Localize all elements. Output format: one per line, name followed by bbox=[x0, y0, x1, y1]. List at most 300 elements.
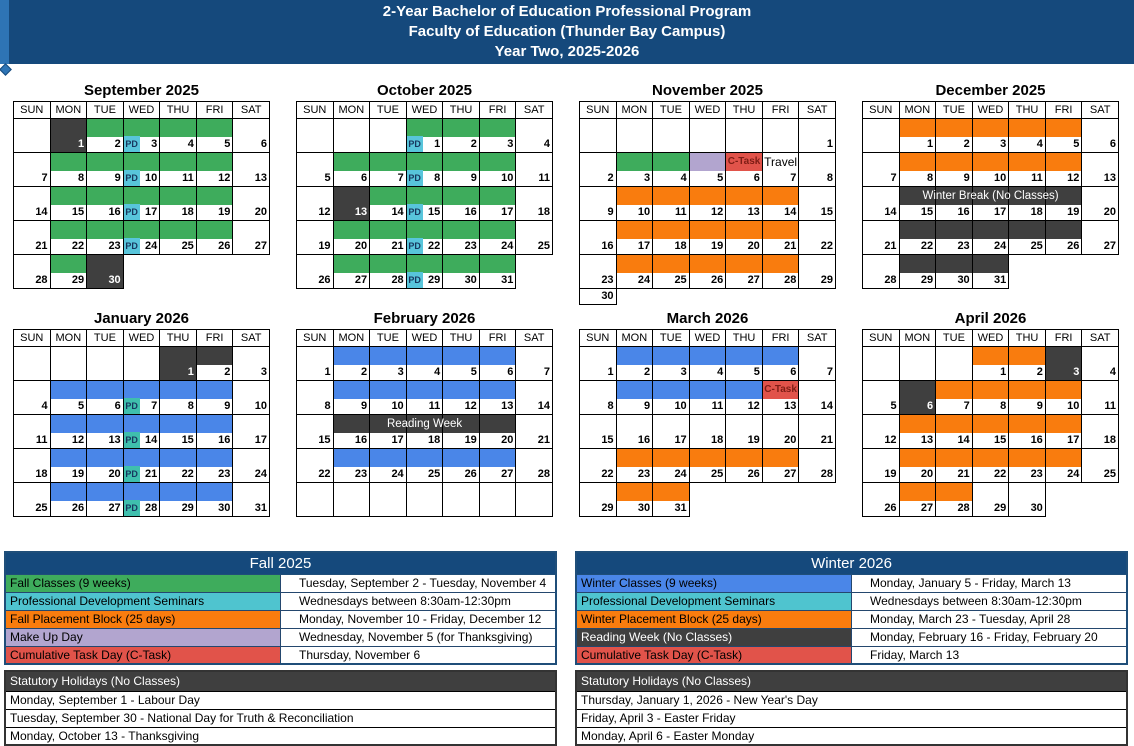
day-number: 3 bbox=[260, 366, 267, 378]
day-number: 2 bbox=[644, 366, 651, 378]
day-number: 2 bbox=[361, 366, 368, 378]
day-cell bbox=[863, 187, 900, 221]
legend-label: Cumulative Task Day (C-Task) bbox=[576, 646, 852, 664]
day-number-row bbox=[763, 238, 799, 254]
event-band bbox=[580, 187, 616, 205]
empty-area bbox=[616, 289, 653, 305]
day-cell bbox=[863, 119, 900, 153]
day-number: 13 bbox=[1103, 172, 1116, 184]
event-band bbox=[936, 449, 972, 467]
event-band bbox=[1009, 483, 1045, 501]
day-number-row bbox=[763, 272, 799, 288]
day-cell bbox=[196, 221, 233, 255]
day-cell bbox=[123, 153, 160, 187]
day-number-row bbox=[1046, 238, 1082, 254]
weekday-header: FRI bbox=[762, 330, 799, 347]
weekday-header: MON bbox=[50, 330, 87, 347]
event-band bbox=[370, 221, 406, 239]
event-band bbox=[160, 119, 196, 137]
day-number-row bbox=[973, 238, 1009, 254]
day-number: 11 bbox=[35, 434, 48, 446]
legend-label: Fall Classes (9 weeks) bbox=[5, 574, 281, 592]
day-number: 28 bbox=[391, 274, 404, 286]
event-band bbox=[370, 255, 406, 273]
event-band bbox=[653, 153, 689, 171]
day-number: 19 bbox=[884, 468, 897, 480]
weekday-header: MON bbox=[616, 102, 653, 119]
event-band bbox=[900, 221, 936, 239]
day-number-row bbox=[14, 364, 50, 380]
day-number-row bbox=[160, 432, 196, 448]
legend-row bbox=[576, 646, 1127, 664]
holiday-row bbox=[576, 727, 1127, 745]
day-cell bbox=[50, 153, 87, 187]
day-number: 4 bbox=[434, 366, 441, 378]
day-cell bbox=[972, 347, 1009, 381]
day-number-row bbox=[160, 204, 196, 220]
legend-row bbox=[576, 610, 1127, 628]
day-cell bbox=[689, 381, 726, 415]
day-cell bbox=[233, 449, 270, 483]
day-number-row bbox=[1082, 170, 1118, 186]
empty-area bbox=[1082, 255, 1119, 289]
event-band bbox=[443, 449, 479, 467]
event-band bbox=[334, 347, 370, 365]
event-band bbox=[370, 347, 406, 365]
event-band bbox=[407, 255, 443, 273]
day-number-row bbox=[516, 136, 552, 152]
day-number-row bbox=[617, 136, 653, 152]
day-number: 23 bbox=[108, 240, 121, 252]
day-cell bbox=[443, 119, 480, 153]
day-number-row bbox=[233, 466, 269, 482]
day-number: 12 bbox=[1067, 172, 1080, 184]
event-band bbox=[973, 153, 1009, 171]
day-number-row bbox=[443, 136, 479, 152]
event-band bbox=[763, 255, 799, 273]
pd-badge: PD bbox=[124, 500, 140, 516]
day-cell bbox=[123, 347, 160, 381]
empty-area bbox=[762, 289, 799, 305]
day-number-row bbox=[407, 272, 443, 288]
day-number: 31 bbox=[501, 274, 514, 286]
day-number-row bbox=[617, 364, 653, 380]
event-band bbox=[617, 153, 653, 171]
event-band bbox=[14, 221, 50, 239]
event-band bbox=[863, 187, 899, 205]
empty-area bbox=[799, 289, 836, 305]
day-number: 23 bbox=[1030, 468, 1043, 480]
day-number: 14 bbox=[537, 400, 550, 412]
day-number-row bbox=[580, 170, 616, 186]
empty-area bbox=[1082, 483, 1119, 517]
day-number-row bbox=[726, 272, 762, 288]
day-number-row bbox=[297, 170, 333, 186]
day-cell bbox=[1045, 153, 1082, 187]
event-band bbox=[726, 449, 762, 467]
day-number-row bbox=[1009, 238, 1045, 254]
day-number-row bbox=[124, 432, 160, 448]
day-number: 1 bbox=[607, 366, 614, 378]
event-band bbox=[863, 221, 899, 239]
event-band bbox=[516, 119, 552, 137]
event-band bbox=[653, 187, 689, 205]
day-number: 17 bbox=[1067, 434, 1080, 446]
day-number: 4 bbox=[543, 138, 550, 150]
ctask-label: C-Task bbox=[764, 384, 797, 395]
event-band bbox=[863, 449, 899, 467]
day-number: 30 bbox=[637, 502, 651, 514]
day-number-row bbox=[160, 136, 196, 152]
day-number: 9 bbox=[644, 400, 651, 412]
day-number: 25 bbox=[1030, 240, 1043, 252]
day-cell bbox=[1045, 221, 1082, 255]
day-number: 12 bbox=[747, 400, 760, 412]
day-number: 22 bbox=[920, 240, 934, 252]
day-number-row bbox=[87, 500, 123, 516]
event-band bbox=[580, 483, 616, 501]
pd-badge: PD bbox=[124, 432, 140, 448]
day-cell bbox=[726, 449, 763, 483]
day-cell bbox=[972, 221, 1009, 255]
legend-value: Monday, November 10 - Friday, December 12 bbox=[281, 610, 557, 628]
day-cell bbox=[50, 221, 87, 255]
day-number: 23 bbox=[464, 240, 477, 252]
day-cell bbox=[899, 119, 936, 153]
day-number: 23 bbox=[354, 468, 368, 480]
day-number-row bbox=[407, 238, 443, 254]
day-cell bbox=[160, 381, 197, 415]
day-number: 7 bbox=[963, 400, 970, 412]
day-number: 28 bbox=[784, 274, 797, 286]
day-number: 21 bbox=[784, 240, 797, 252]
day-number: 2 bbox=[114, 138, 121, 150]
weekday-header: THU bbox=[160, 330, 197, 347]
event-band bbox=[763, 153, 799, 171]
event-band bbox=[900, 347, 936, 365]
day-number: 22 bbox=[994, 468, 1007, 480]
month-grid bbox=[579, 329, 836, 517]
day-number: 13 bbox=[501, 400, 514, 412]
day-cell bbox=[479, 119, 516, 153]
day-number-row bbox=[297, 204, 333, 220]
day-number: 14 bbox=[884, 206, 897, 218]
day-cell bbox=[762, 221, 799, 255]
legend-value: Friday, March 13 bbox=[852, 646, 1128, 664]
event-band bbox=[124, 415, 160, 433]
day-cell bbox=[1082, 415, 1119, 449]
day-cell bbox=[762, 119, 799, 153]
event-band bbox=[443, 187, 479, 205]
event-band bbox=[1082, 347, 1118, 365]
day-number-row bbox=[516, 170, 552, 186]
day-number-row bbox=[863, 170, 899, 186]
month-grid bbox=[862, 101, 1119, 289]
event-band bbox=[51, 449, 87, 467]
day-number-row bbox=[334, 500, 370, 516]
day-number-row bbox=[233, 170, 269, 186]
day-number: 26 bbox=[318, 274, 331, 286]
day-number-row bbox=[370, 238, 406, 254]
day-number: 23 bbox=[957, 240, 970, 252]
legend-label: Make Up Day bbox=[5, 628, 281, 646]
day-number-row bbox=[480, 204, 516, 220]
day-cell bbox=[580, 119, 617, 153]
event-band bbox=[726, 415, 762, 433]
banner-line-2: Faculty of Education (Thunder Bay Campus) bbox=[408, 23, 726, 40]
legend-label: Professional Development Seminars bbox=[576, 592, 852, 610]
day-number-row bbox=[51, 170, 87, 186]
day-number-row bbox=[863, 136, 899, 152]
weekday-header: WED bbox=[689, 330, 726, 347]
day-cell bbox=[297, 255, 334, 289]
day-cell bbox=[479, 347, 516, 381]
weekday-header: SAT bbox=[799, 102, 836, 119]
weekday-header: MON bbox=[899, 102, 936, 119]
event-band bbox=[297, 449, 333, 467]
pd-badge: PD bbox=[124, 136, 140, 152]
holiday-row bbox=[576, 691, 1127, 709]
month-november-2025 bbox=[579, 81, 836, 305]
event-band bbox=[370, 483, 406, 501]
day-number: 24 bbox=[254, 468, 267, 480]
day-cell bbox=[196, 415, 233, 449]
event-band bbox=[799, 415, 835, 433]
day-number-row bbox=[87, 204, 123, 220]
day-number-row bbox=[51, 466, 87, 482]
event-band bbox=[973, 415, 1009, 433]
event-band bbox=[763, 347, 799, 365]
event-band bbox=[580, 153, 616, 171]
weekday-header: SAT bbox=[1082, 330, 1119, 347]
day-cell bbox=[616, 119, 653, 153]
day-cell bbox=[653, 187, 690, 221]
day-number-row bbox=[763, 364, 799, 380]
day-cell bbox=[297, 449, 334, 483]
event-band bbox=[14, 255, 50, 273]
pd-badge: PD bbox=[407, 136, 423, 152]
event-band bbox=[1046, 449, 1082, 467]
day-number-row bbox=[233, 432, 269, 448]
day-cell bbox=[1082, 347, 1119, 381]
legend-label: Professional Development Seminars bbox=[5, 592, 281, 610]
day-cell bbox=[689, 153, 726, 187]
legend-fall-2025 bbox=[4, 551, 557, 665]
weekday-header: SUN bbox=[297, 102, 334, 119]
event-band bbox=[160, 483, 196, 501]
event-band bbox=[763, 187, 799, 205]
weekday-header: THU bbox=[160, 102, 197, 119]
day-cell bbox=[123, 483, 160, 517]
event-band bbox=[297, 221, 333, 239]
day-number-row bbox=[370, 466, 406, 482]
holiday-row bbox=[5, 709, 556, 727]
day-number: 11 bbox=[675, 206, 687, 218]
day-number-row bbox=[799, 238, 835, 254]
day-number-row bbox=[443, 398, 479, 414]
day-cell bbox=[87, 119, 124, 153]
day-cell bbox=[87, 153, 124, 187]
weekday-header: TUE bbox=[370, 102, 407, 119]
empty-area bbox=[726, 483, 763, 517]
day-number-row bbox=[334, 432, 370, 448]
event-band bbox=[407, 153, 443, 171]
event-band bbox=[936, 483, 972, 501]
event-band bbox=[124, 187, 160, 205]
event-band bbox=[480, 221, 516, 239]
day-number-row bbox=[653, 136, 689, 152]
day-cell bbox=[653, 415, 690, 449]
event-band bbox=[14, 483, 50, 501]
day-number-row bbox=[580, 272, 616, 288]
event-band bbox=[443, 483, 479, 501]
day-cell bbox=[689, 255, 726, 289]
day-number: 17 bbox=[391, 434, 404, 446]
weekday-header: WED bbox=[972, 102, 1009, 119]
day-cell bbox=[479, 187, 516, 221]
event-band bbox=[14, 187, 50, 205]
day-number-row bbox=[1046, 136, 1082, 152]
day-number: 31 bbox=[674, 502, 687, 514]
day-number-row bbox=[334, 364, 370, 380]
day-number-row bbox=[617, 238, 653, 254]
event-band bbox=[51, 221, 87, 239]
day-number-row bbox=[763, 170, 799, 186]
weekday-header: SAT bbox=[1082, 102, 1119, 119]
event-band bbox=[480, 347, 516, 365]
day-number: 1 bbox=[78, 138, 85, 150]
day-number-row bbox=[51, 272, 87, 288]
month-february-2026 bbox=[296, 309, 553, 517]
day-number-row bbox=[297, 432, 333, 448]
day-cell bbox=[1009, 449, 1046, 483]
event-band bbox=[863, 153, 899, 171]
empty-area bbox=[799, 483, 836, 517]
day-number-row bbox=[726, 432, 762, 448]
holiday-item: Friday, April 3 - Easter Friday bbox=[576, 709, 1127, 727]
day-number: 8 bbox=[1000, 400, 1007, 412]
event-band bbox=[900, 415, 936, 433]
event-band bbox=[297, 255, 333, 273]
day-number: 9 bbox=[607, 206, 614, 218]
day-cell bbox=[653, 449, 690, 483]
day-number-row bbox=[617, 204, 653, 220]
day-number: 30 bbox=[464, 274, 477, 286]
day-cell bbox=[370, 347, 407, 381]
day-number: 3 bbox=[680, 366, 687, 378]
event-band bbox=[370, 153, 406, 171]
day-number-row bbox=[900, 272, 936, 288]
event-band bbox=[1046, 381, 1082, 399]
day-number: 11 bbox=[182, 172, 194, 184]
day-cell bbox=[1009, 153, 1046, 187]
day-number-row bbox=[653, 272, 689, 288]
day-number: 18 bbox=[711, 434, 724, 446]
weekday-header: WED bbox=[123, 102, 160, 119]
day-number-row bbox=[690, 466, 726, 482]
day-number: 17 bbox=[501, 206, 514, 218]
event-band bbox=[799, 255, 835, 273]
event-band bbox=[197, 347, 233, 365]
day-number-row bbox=[480, 398, 516, 414]
day-number: 5 bbox=[224, 138, 231, 150]
day-number-row bbox=[799, 432, 835, 448]
event-band bbox=[973, 381, 1009, 399]
event-band bbox=[1046, 221, 1082, 239]
day-cell bbox=[726, 415, 763, 449]
day-number: 19 bbox=[218, 206, 231, 218]
day-number-row bbox=[443, 272, 479, 288]
day-number: 15 bbox=[71, 206, 85, 218]
event-band bbox=[233, 347, 269, 365]
day-number-row bbox=[726, 238, 762, 254]
day-cell bbox=[233, 347, 270, 381]
legend-label: Fall Placement Block (25 days) bbox=[5, 610, 281, 628]
event-band bbox=[233, 187, 269, 205]
day-number-row bbox=[480, 466, 516, 482]
day-number: 23 bbox=[637, 468, 651, 480]
day-number-row bbox=[936, 432, 972, 448]
event-band bbox=[690, 153, 726, 171]
day-cell bbox=[972, 449, 1009, 483]
day-number-row bbox=[863, 500, 899, 516]
event-band bbox=[653, 119, 689, 137]
day-cell bbox=[899, 449, 936, 483]
day-number: 26 bbox=[884, 502, 897, 514]
day-number: 8 bbox=[607, 400, 614, 412]
day-number-row bbox=[973, 272, 1009, 288]
day-number: 6 bbox=[927, 400, 934, 412]
day-cell bbox=[196, 153, 233, 187]
day-cell bbox=[972, 153, 1009, 187]
holiday-item: Monday, September 1 - Labour Day bbox=[5, 691, 556, 709]
month-grid bbox=[13, 101, 270, 289]
day-cell bbox=[333, 119, 370, 153]
day-number-row bbox=[973, 500, 1009, 516]
day-number-row bbox=[160, 466, 196, 482]
day-cell bbox=[87, 221, 124, 255]
event-band bbox=[690, 119, 726, 137]
event-band bbox=[87, 381, 123, 399]
weekday-header: FRI bbox=[479, 102, 516, 119]
event-band bbox=[233, 221, 269, 239]
day-cell bbox=[762, 153, 799, 187]
day-number: 27 bbox=[784, 468, 797, 480]
event-band bbox=[863, 381, 899, 399]
event-band bbox=[726, 221, 762, 239]
event-band bbox=[197, 187, 233, 205]
event-band bbox=[197, 119, 233, 137]
event-band bbox=[799, 187, 835, 205]
month-grid bbox=[296, 101, 553, 289]
day-number-row bbox=[763, 204, 799, 220]
event-band bbox=[690, 255, 726, 273]
day-cell bbox=[899, 347, 936, 381]
event-band bbox=[1009, 153, 1045, 171]
event-band bbox=[334, 449, 370, 467]
month-december-2025 bbox=[862, 81, 1119, 289]
day-number-row bbox=[580, 500, 616, 516]
day-number-row bbox=[580, 466, 616, 482]
holidays-winter-2026 bbox=[575, 670, 1128, 746]
day-number-row bbox=[51, 238, 87, 254]
day-number: 19 bbox=[711, 240, 724, 252]
weekday-header: SUN bbox=[580, 102, 617, 119]
day-number-row bbox=[407, 136, 443, 152]
day-number-row bbox=[617, 466, 653, 482]
month-march-2026 bbox=[579, 309, 836, 517]
day-cell bbox=[406, 221, 443, 255]
